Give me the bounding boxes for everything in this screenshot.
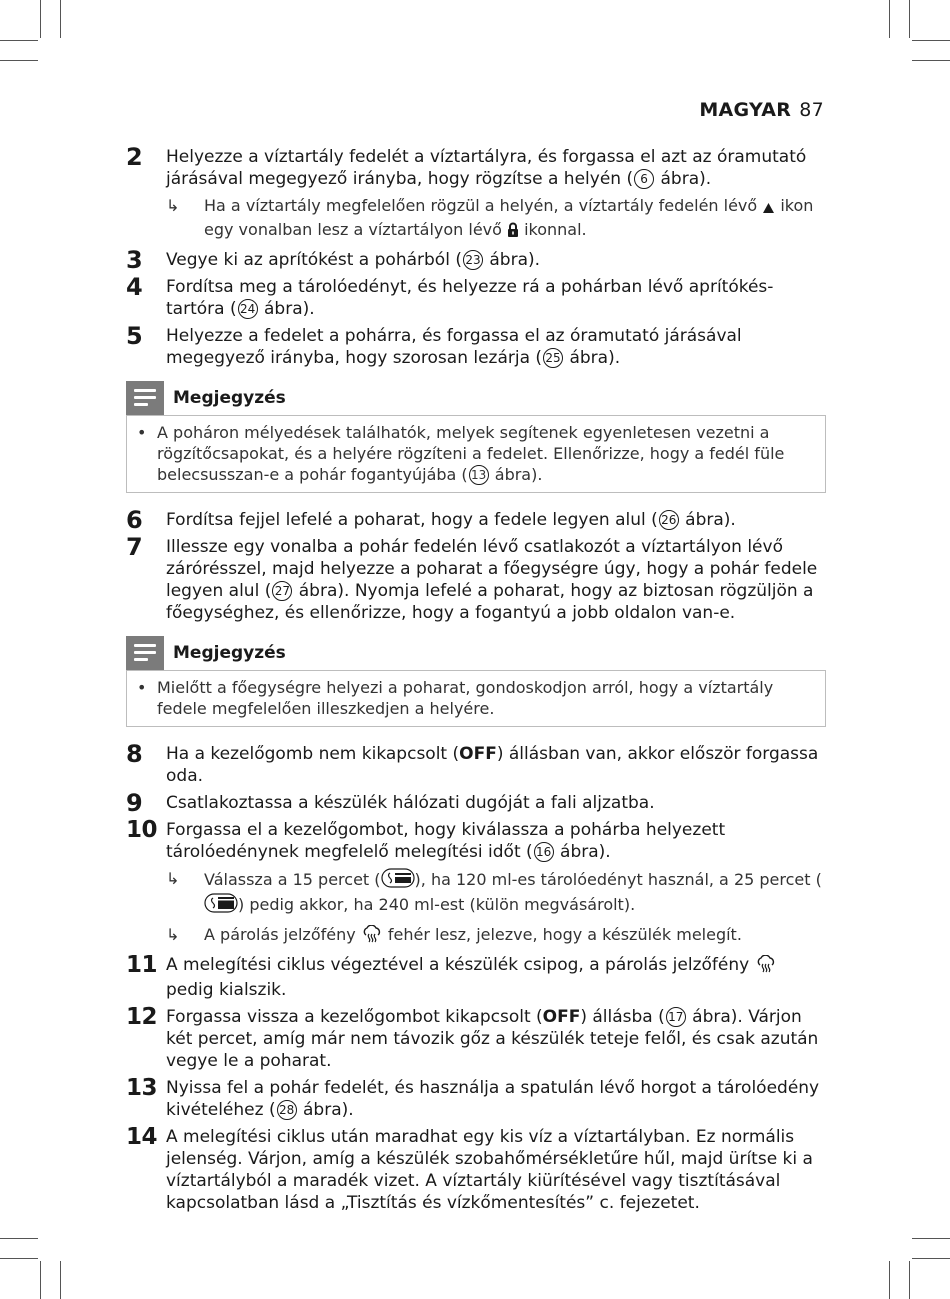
figure-ref: 13 — [469, 465, 489, 485]
note-block — [126, 636, 826, 727]
crop-mark — [60, 0, 61, 38]
small-container-icon — [381, 868, 415, 893]
step-text — [166, 793, 655, 813]
text-run: Forgassa el a kezelőgombot, hogy kiválassza a pohárba helyezett tárolóedénynek megfelelő melegítési időt ( — [166, 820, 726, 862]
step-number: 6 — [126, 506, 143, 534]
step-item — [126, 740, 826, 787]
text-run: ábra). — [483, 250, 541, 270]
result-arrow-icon: ↳ — [166, 925, 180, 944]
step-text — [166, 820, 725, 862]
step-number: 10 — [126, 817, 158, 843]
large-container-icon — [204, 893, 238, 918]
text-run: ábra). — [564, 348, 621, 368]
page-header — [699, 99, 824, 121]
figure-ref: 23 — [463, 250, 483, 270]
text-run: Illessze egy vonalba a pohár fedelén lévő csatlakozót a víztartályon lévő zárórésszel, majd helyezze a poharat a főegységre úgy, hogy a pohár fedele legyen alul ( — [166, 537, 818, 601]
step-text — [166, 250, 540, 270]
text-run: Helyezze a víztartály fedelét a víztartályra, és forgassa el azt az óramutató járásával megegyező irányba, hogy rögzítse a helyén ( — [166, 147, 807, 189]
step-number: 9 — [126, 789, 143, 817]
text-run: Ha a kezelőgomb nem kikapcsolt ( — [166, 744, 460, 764]
step-text — [166, 1127, 813, 1213]
note-header — [126, 381, 826, 415]
step-number: 8 — [126, 740, 143, 768]
text-run: Vegye ki az aprítókést a pohárból ( — [166, 250, 462, 270]
text-run: A melegítési ciklus végeztével a készülék csipog, a párolás jelzőfény — [166, 955, 755, 975]
step-number: 7 — [126, 533, 143, 561]
step-number: 13 — [126, 1075, 158, 1101]
note-title: Megjegyzés — [173, 643, 286, 663]
lock-icon — [507, 222, 519, 243]
result-arrow-icon: ↳ — [166, 196, 180, 215]
crop-mark — [889, 0, 890, 38]
figure-ref: 24 — [238, 299, 258, 319]
text-run: ábra). — [554, 842, 611, 862]
note-icon — [126, 381, 164, 415]
crop-mark — [912, 40, 950, 41]
crop-mark — [40, 1261, 41, 1299]
step-text — [166, 510, 736, 530]
text-run: Ha a víztartály megfelelően rögzül a helyén, a víztartály fedelén lévő — [204, 196, 763, 215]
step-item — [126, 819, 826, 863]
text-run: Fordítsa fejjel lefelé a poharat, hogy a fedele legyen alul ( — [166, 510, 658, 530]
crop-mark — [912, 1238, 950, 1239]
result-text — [204, 925, 742, 944]
step-item — [126, 954, 826, 1001]
text-run: Forgassa vissza a kezelőgombot kikapcsolt ( — [166, 1007, 543, 1027]
bullet: • — [137, 678, 147, 697]
text-run: pedig kialszik. — [166, 980, 287, 1000]
text-run: ábra). — [489, 465, 543, 484]
step-text — [166, 147, 806, 189]
text-run: Mielőtt a főegységre helyezi a poharat, gondoskodjon arról, hogy a víztartály fedele megfelelően illeszkedjen a helyére. — [157, 678, 774, 718]
step-item — [126, 273, 826, 320]
crop-mark — [60, 1261, 61, 1299]
step-number: 12 — [126, 1004, 158, 1030]
figure-ref: 16 — [534, 842, 554, 862]
result-item — [126, 195, 826, 243]
result-arrow-icon: ↳ — [166, 869, 180, 888]
result-item — [126, 924, 826, 948]
step-number: 3 — [126, 246, 143, 274]
step-item — [126, 246, 826, 274]
steam-icon — [755, 955, 777, 979]
step-text — [166, 277, 773, 319]
figure-ref: 26 — [659, 510, 679, 530]
step-text — [166, 326, 742, 368]
note-text — [126, 415, 826, 493]
step-item — [126, 1126, 826, 1214]
note-block — [126, 381, 826, 493]
figure-ref: 17 — [666, 1007, 686, 1027]
text-run: ikon egy vonalban lesz a víztartályon lévő — [204, 196, 814, 239]
crop-mark — [0, 40, 38, 41]
text-run: ábra). Várjon két percet, amíg már nem távozik gőz a készülék teteje felől, és csak azután vegye le a poharat. — [166, 1007, 819, 1071]
step-text — [166, 955, 777, 1000]
text-run: Válassza a 15 percet ( — [204, 870, 381, 889]
text-run: fehér lesz, jelezve, hogy a készülék melegít. — [382, 925, 742, 944]
page-content — [126, 143, 826, 1219]
triangle-up-icon — [762, 198, 775, 219]
text-run: ikonnal. — [519, 220, 587, 239]
text-run: ) állásban van, akkor először forgassa oda. — [166, 744, 819, 786]
crop-mark — [40, 0, 41, 38]
page-number: 87 — [799, 99, 824, 121]
text-run: ábra). — [297, 1100, 354, 1120]
steps-group-b — [126, 506, 826, 624]
bold-text: OFF — [542, 1007, 581, 1027]
note-header — [126, 636, 826, 670]
step-item — [126, 143, 826, 190]
text-run: A párolás jelzőfény — [204, 925, 361, 944]
text-run: ) pedig akkor, ha 240 ml-est (külön megvásárolt). — [238, 895, 636, 914]
note-text — [126, 670, 826, 727]
text-run: ábra). Nyomja lefelé a poharat, hogy az biztosan rögzüljön a főegységhez, és ellenőrizze, hogy a fogantyú a jobb oldalon van-e. — [166, 581, 814, 623]
crop-mark — [909, 1261, 910, 1299]
step-text — [166, 1078, 819, 1120]
crop-mark — [0, 1258, 38, 1259]
step-text — [166, 744, 818, 786]
language-label: MAGYAR — [699, 99, 792, 121]
step-number: 5 — [126, 322, 143, 350]
step-item — [126, 1077, 826, 1121]
note-icon — [126, 636, 164, 670]
text-run: Csatlakoztassa a készülék hálózati dugóját a fali aljzatba. — [166, 793, 655, 813]
step-number: 2 — [126, 143, 143, 171]
step-number: 4 — [126, 273, 143, 301]
step-item — [126, 506, 826, 534]
result-text — [204, 196, 813, 239]
step-number: 14 — [126, 1124, 158, 1150]
step-item — [126, 1006, 826, 1072]
note-title: Megjegyzés — [173, 388, 286, 408]
step-text — [166, 1007, 818, 1071]
crop-mark — [0, 1238, 38, 1239]
note-body — [157, 678, 773, 718]
text-run: Fordítsa meg a tárolóedényt, és helyezze rá a pohárban lévő aprítókés-tartóra ( — [166, 277, 774, 319]
text-run: ) állásba ( — [580, 1007, 665, 1027]
step-number: 11 — [126, 952, 158, 978]
figure-ref: 6 — [634, 169, 654, 189]
bullet: • — [137, 423, 147, 442]
crop-mark — [912, 60, 950, 61]
crop-mark — [912, 1258, 950, 1259]
text-run: ábra). — [679, 510, 736, 530]
text-run: A melegítési ciklus után maradhat egy kis víz a víztartályban. Ez normális jelenség. Várjon, amíg a készülék szobahőmérsékletűre hűl, majd ürítse ki a víztartályból a maradék vizet. A víztartály kiürítésével vagy tisztításával kapcsolatban lásd a „Tisztítás és vízkőmentesítés” c. fejezetet. — [166, 1127, 813, 1213]
step-text — [166, 537, 817, 623]
crop-mark — [889, 1261, 890, 1299]
text-run: ), ha 120 ml-es tárolóedényt használ, a 25 percet ( — [414, 870, 822, 889]
figure-ref: 28 — [277, 1100, 297, 1120]
step-item — [126, 789, 826, 817]
steps-group-a — [126, 143, 826, 369]
steps-group-c — [126, 740, 826, 1214]
text-run: Nyissa fel a pohár fedelét, és használja a spatulán lévő horgot a tárolóedény kivételéhez ( — [166, 1078, 820, 1120]
text-run: ábra). — [258, 299, 315, 319]
text-run: A poháron mélyedések találhatók, melyek segítenek egyenletesen vezetni a rögzítőcsapokat, és a helyére rögzíteni a fedelet. Ellenőrizze, hogy a fedél füle belecsusszan-e a pohár fogantyújába ( — [157, 423, 785, 484]
step-item — [126, 533, 826, 624]
text-run: ábra). — [655, 169, 712, 189]
crop-mark — [0, 60, 38, 61]
figure-ref: 25 — [543, 348, 563, 368]
result-item — [126, 868, 826, 918]
result-text — [204, 870, 822, 914]
figure-ref: 27 — [272, 581, 292, 601]
bold-text: OFF — [459, 744, 497, 764]
steam-icon — [361, 925, 383, 948]
step-item — [126, 322, 826, 369]
crop-mark — [909, 0, 910, 38]
note-body — [157, 423, 784, 484]
text-run: Helyezze a fedelet a pohárra, és forgassa el az óramutató járásával megegyező irányba, hogy szorosan lezárja ( — [166, 326, 742, 368]
